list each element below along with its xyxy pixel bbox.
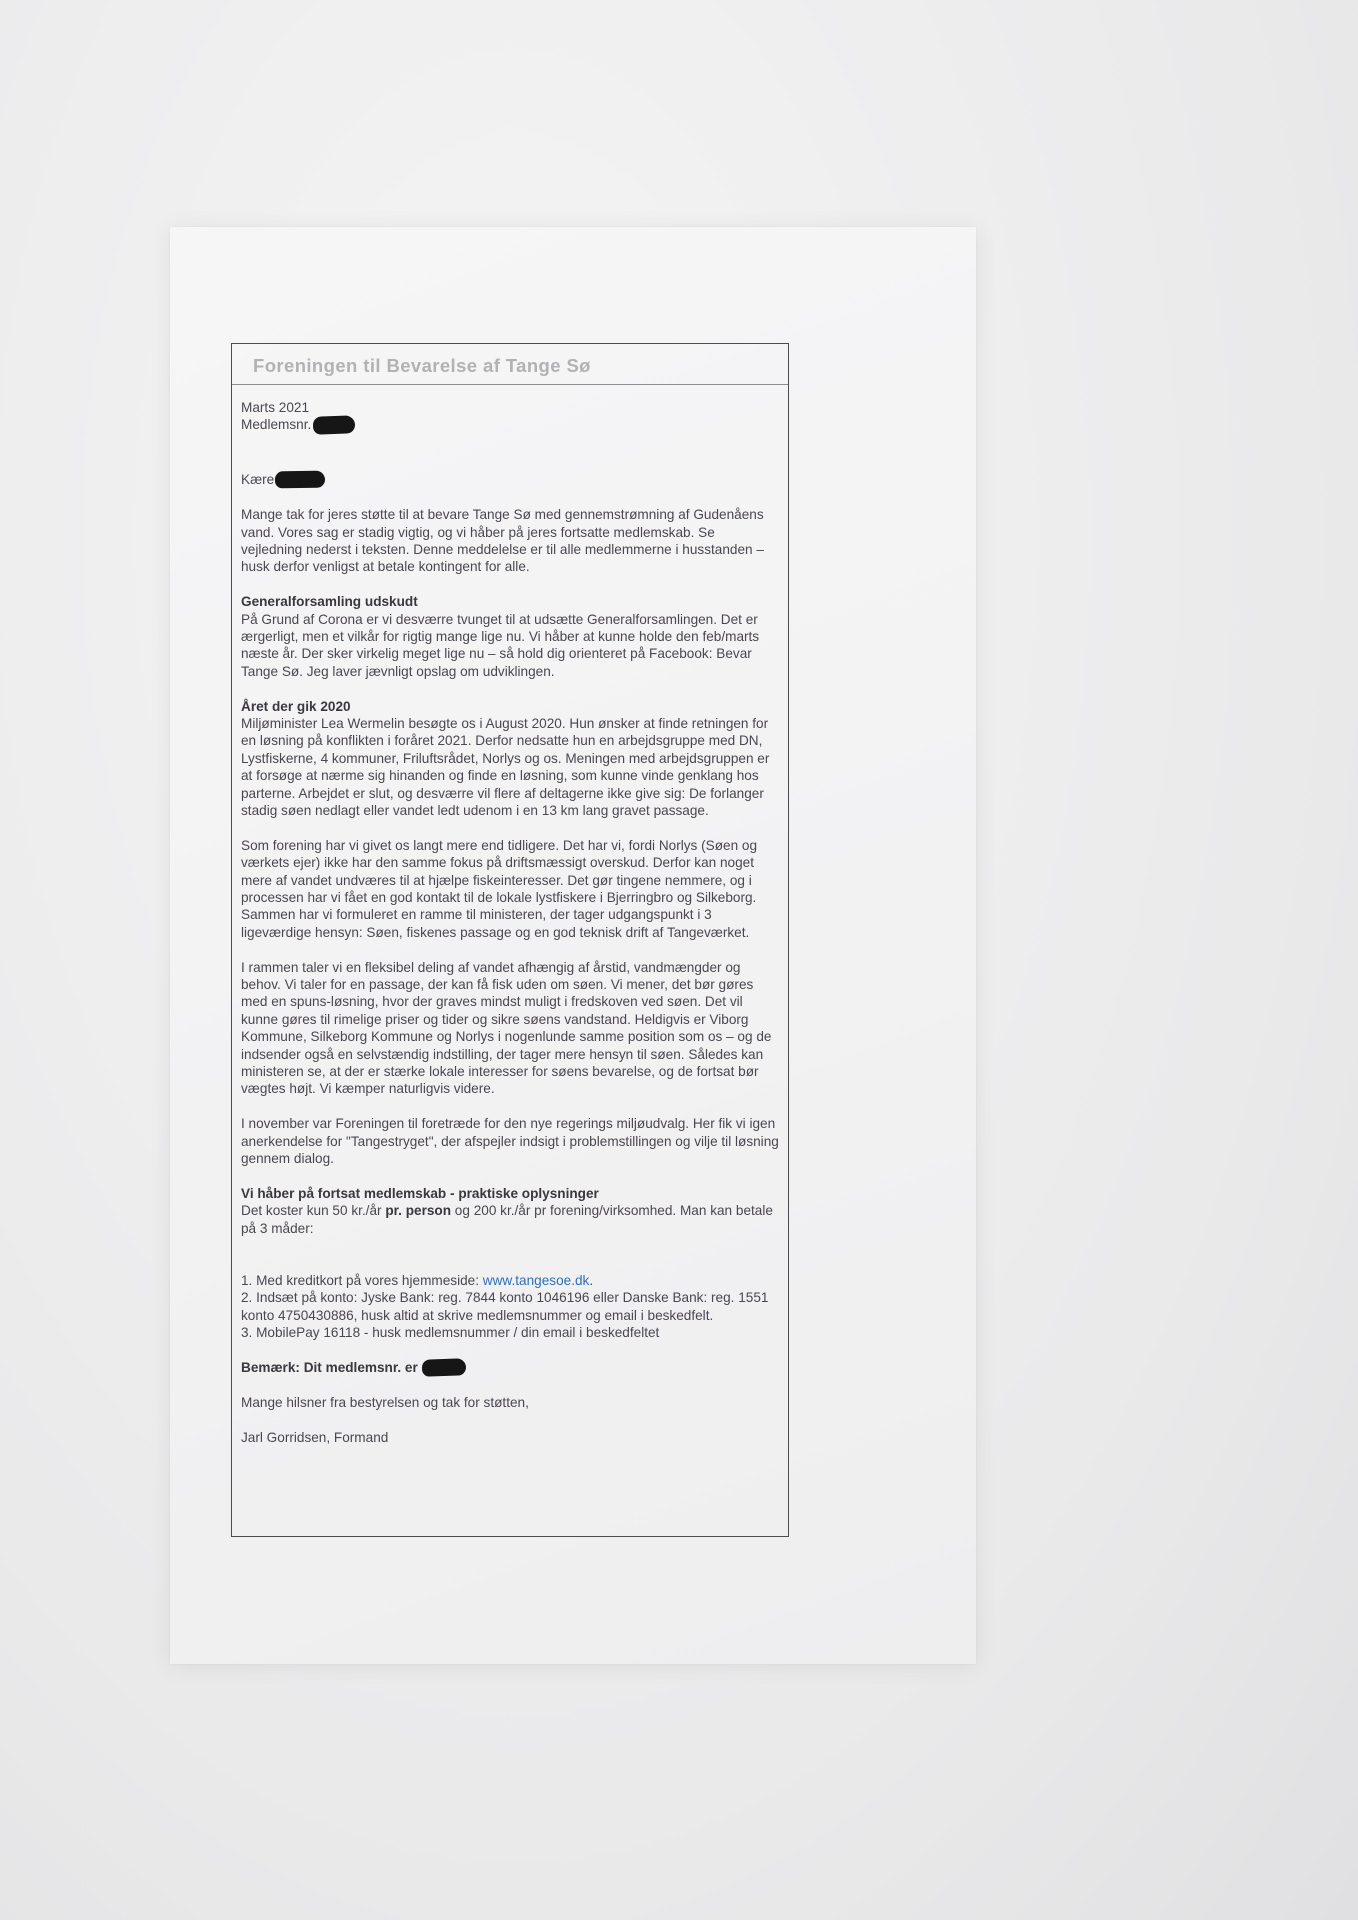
heading-generalforsamling: Generalforsamling udskudt [241, 594, 418, 610]
recipient-name-redaction [275, 470, 325, 488]
member-note-text: Bemærk: Dit medlemsnr. er [241, 1360, 418, 1376]
para-i-rammen: I rammen taler vi en fleksibel deling af vandet afhængig af årstid, vandmængder og behov. Vi taler for en passage, der kan få fisk uden om søen. Vi mener, det bør gøres med en spuns-løsning, hvor der graves mindst muligt i fredskoven ved søen. Det vil kunne gøres til rimelige priser og tider og sikre søens vandstand. Heldigvis er Viborg Kommune, Silkeborg Kommune og Norlys i nogenlunde samme position som os – og de indsender også en selvstændig indstilling, der tager mere hensyn til søen. Således kan ministeren se, at der er stærke lokale interesser for søens bevarelse, og de fortsat bør vægtes højt. Vi kæmper naturligvis videre. [241, 959, 772, 1097]
para-intro: Mange tak for jeres støtte til at bevare Tange Sø med gennemstrømning af Gudenåens vand. Vores sag er stadig vigtig, og vi håber på jeres fortsatte medlemskab. Se vejledning nederst i teksten. Denne meddelelse er til alle medlemmerne i husstanden – husk derfor venligst at betale kontingent for alle. [241, 507, 764, 575]
salutation-label: Kære [241, 471, 275, 487]
letter-body [232, 385, 788, 1447]
para-aaret-der-gik: Miljøminister Lea Wermelin besøgte os i August 2020. Hun ønsker at finde retningen for en løsning på konflikten i foråret 2021. Derfor nedsatte hun en arbejdsgruppe med DN, Lystfiskerne, 4 kommuner, Friluftsrådet, Norlys og os. Meningen med arbejdsgruppen er at forsøge at nærme sig hinanden og finde en løsning, som kunne vinde genklang hos parterne. Arbejdet er slut, og desværre vil flere af deltagerne ikke give sig: De forlanger stadig søen nedlagt eller vandet ledt udenom i en 13 km lang gravet passage. [241, 715, 770, 818]
payment-item-creditcard [241, 1272, 779, 1289]
member-note-line [241, 1359, 779, 1377]
payment-options-list [241, 1272, 779, 1342]
heading-medlemskab: Vi håber på fortsat medlemskab - praktiske oplysninger [241, 1185, 599, 1201]
pris-text-suffix: og 200 kr./år pr forening/virksomhed. Man kan betale på 3 måder: [241, 1203, 773, 1236]
pris-text-bold: pr. person [385, 1203, 452, 1219]
letter-header [232, 344, 788, 385]
payment-item-banktransfer: 2. Indsæt på konto: Jyske Bank: reg. 7844 konto 1046196 eller Danske Bank: reg. 1551 konto 4750430886, husk altid at skrive medlemsnummer og email i beskedfelt. [241, 1290, 769, 1323]
payment-item1-text: 1. Med kreditkort på vores hjemmeside: [241, 1273, 483, 1289]
closing-line: Mange hilsner fra bestyrelsen og tak for støtten, [241, 1395, 529, 1411]
member-number-redaction [313, 415, 356, 434]
para-i-november: I november var Foreningen til foretræde for den nye regerings miljøudvalg. Her fik vi igen anerkendelse for "Tangestryget", der afspejler indsigt i problemstillingen og vilje til løsning gennem dialog. [241, 1116, 779, 1167]
pris-text-prefix: Det koster kun 50 kr./år [241, 1203, 386, 1219]
date-line: Marts 2021 [241, 400, 310, 415]
signature-line: Jarl Gorridsen, Formand [241, 1430, 389, 1446]
para-generalforsamling: På Grund af Corona er vi desværre tvunget til at udsætte Generalforsamlingen. Det er ærgerligt, men et vilkår for rigtig mange lige nu. Vi håber at kunne holde den feb/marts næste år. Der sker virkelig meget lige nu – så hold dig orienteret på Facebook: Bevar Tange Sø. Jeg laver jævnligt opslag om udviklingen. [241, 611, 760, 679]
heading-aaret-der-gik: Året der gik 2020 [241, 698, 351, 714]
letter-paper [170, 227, 976, 1664]
para-pris [241, 1202, 779, 1237]
para-som-forening: Som forening har vi givet os langt mere end tidligere. Det har vi, fordi Norlys (Søen og værkets ejer) ikke har den samme fokus på driftsmæssigt overskud. Derfor kan noget mere af vandet undværes til at hjælpe fiskeinteresser. Det gør tingene nemmere, og i processen har vi fået en god kontakt til de lokale lystfiskere i Bjerringbro og Silkeborg. Sammen har vi formuleret en ramme til ministeren, der tager udgangspunkt i 3 ligeværdige hensyn: Søen, fiskenes passage og en god teknisk drift af Tangeværket. [241, 837, 758, 940]
salutation-line [241, 471, 779, 489]
letter-frame [231, 343, 789, 1537]
payment-item1-period: . [589, 1273, 594, 1289]
member-number-label: Medlemsnr. [241, 417, 312, 433]
payment-item-mobilepay: 3. MobilePay 16118 - husk medlemsnummer / din email i beskedfeltet [241, 1325, 660, 1341]
website-link[interactable]: www.tangesoe.dk [482, 1273, 590, 1289]
org-title: Foreningen til Bevarelse af Tange Sø [253, 355, 591, 376]
member-note-redaction [422, 1358, 467, 1377]
member-number-line [241, 416, 779, 434]
